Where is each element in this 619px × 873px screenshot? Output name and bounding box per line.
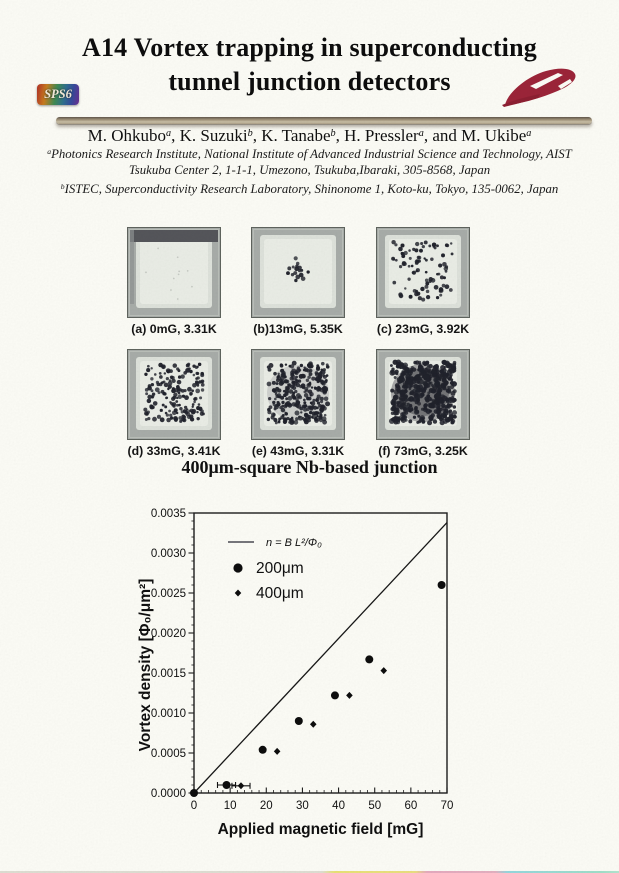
vortex-density-chart bbox=[130, 500, 464, 850]
micrograph-panel-b bbox=[251, 227, 345, 336]
svg-text:0.0035: 0.0035 bbox=[150, 508, 186, 520]
svg-text:70: 70 bbox=[440, 800, 454, 812]
affiliation-b: $^b$ISTEC, Superconductivity Research Laboratory, Shinonome 1, Koto-ku, Tokyo, 135-0062, Japan bbox=[60, 182, 559, 196]
micrograph-label-c: (c) 23mG, 3.92K bbox=[376, 322, 470, 336]
micrograph-panel-d bbox=[127, 349, 221, 458]
svg-text:n = B L²/Φ₀: n = B L²/Φ₀ bbox=[266, 537, 322, 549]
title-divider-bar bbox=[56, 117, 592, 124]
micrograph-panel-e bbox=[251, 349, 345, 458]
svg-text:0.0020: 0.0020 bbox=[150, 628, 186, 640]
swoosh-logo bbox=[500, 64, 582, 110]
svg-text:0.0025: 0.0025 bbox=[150, 588, 186, 600]
micrograph-panel-f bbox=[376, 349, 470, 458]
svg-text:50: 50 bbox=[368, 800, 382, 812]
micrograph-label-a: (a) 0mG, 3.31K bbox=[131, 322, 217, 336]
micrograph-image-f bbox=[376, 349, 470, 440]
svg-text:10: 10 bbox=[223, 800, 237, 812]
svg-text:400μm: 400μm bbox=[256, 585, 304, 602]
micrograph-panel-a bbox=[127, 227, 221, 336]
micrograph-label-d: (d) 33mG, 3.41K bbox=[127, 444, 221, 458]
svg-text:200μm: 200μm bbox=[256, 560, 304, 577]
micrograph-label-b: (b)13mG, 5.35K bbox=[253, 322, 343, 336]
svg-text:Vortex density [Φ₀/μm²]: Vortex density [Φ₀/μm²] bbox=[137, 578, 154, 752]
svg-text:0.0015: 0.0015 bbox=[150, 668, 186, 680]
svg-text:60: 60 bbox=[404, 800, 418, 812]
svg-text:0.0005: 0.0005 bbox=[150, 748, 186, 760]
authors-line: M. Ohkubo$^a$, K. Suzuki$^b$, K. Tanabe$^b$, H. Pressler$^a$, and M. Ukibe$^a$ bbox=[87, 126, 532, 145]
affiliation-a bbox=[0, 147, 619, 178]
svg-text:30: 30 bbox=[296, 800, 309, 812]
micrograph-image-b bbox=[251, 227, 345, 318]
svg-text:0.0000: 0.0000 bbox=[150, 788, 186, 800]
micrograph-label-e: (e) 43mG, 3.31K bbox=[251, 444, 345, 458]
micrograph-image-a bbox=[127, 227, 221, 318]
micrograph-image-c bbox=[376, 227, 470, 318]
sps6-logo-badge bbox=[37, 84, 79, 105]
sps6-logo-text: SPS6 bbox=[44, 87, 72, 101]
svg-text:40: 40 bbox=[332, 800, 345, 812]
svg-text:0.0010: 0.0010 bbox=[150, 708, 186, 720]
page-title-line1: A14 Vortex trapping in superconducting bbox=[82, 33, 537, 62]
figure-caption: 400μm-square Nb-based junction bbox=[181, 457, 438, 477]
svg-text:0: 0 bbox=[190, 800, 198, 812]
svg-text:Applied magnetic field [mG]: Applied magnetic field [mG] bbox=[217, 821, 424, 838]
page-title-line2: tunnel junction detectors bbox=[168, 67, 451, 96]
svg-text:20: 20 bbox=[259, 800, 273, 812]
affiliation-a-line2: Tsukuba Center 2, 1-1-1, Umezono, Tsukuba,Ibaraki, 305-8568, Japan bbox=[128, 162, 491, 177]
micrograph-image-e bbox=[251, 349, 345, 440]
micrograph-label-f: (f) 73mG, 3.25K bbox=[378, 444, 468, 458]
micrograph-image-d bbox=[127, 349, 221, 440]
affiliation-a-line1: $^a$Photonics Research Institute, National Institute of Advanced Industrial Science and Technology, AIST bbox=[47, 147, 572, 161]
micrograph-panel-c bbox=[376, 227, 470, 336]
chart-svg bbox=[130, 500, 464, 845]
svg-text:0.0030: 0.0030 bbox=[150, 548, 186, 560]
